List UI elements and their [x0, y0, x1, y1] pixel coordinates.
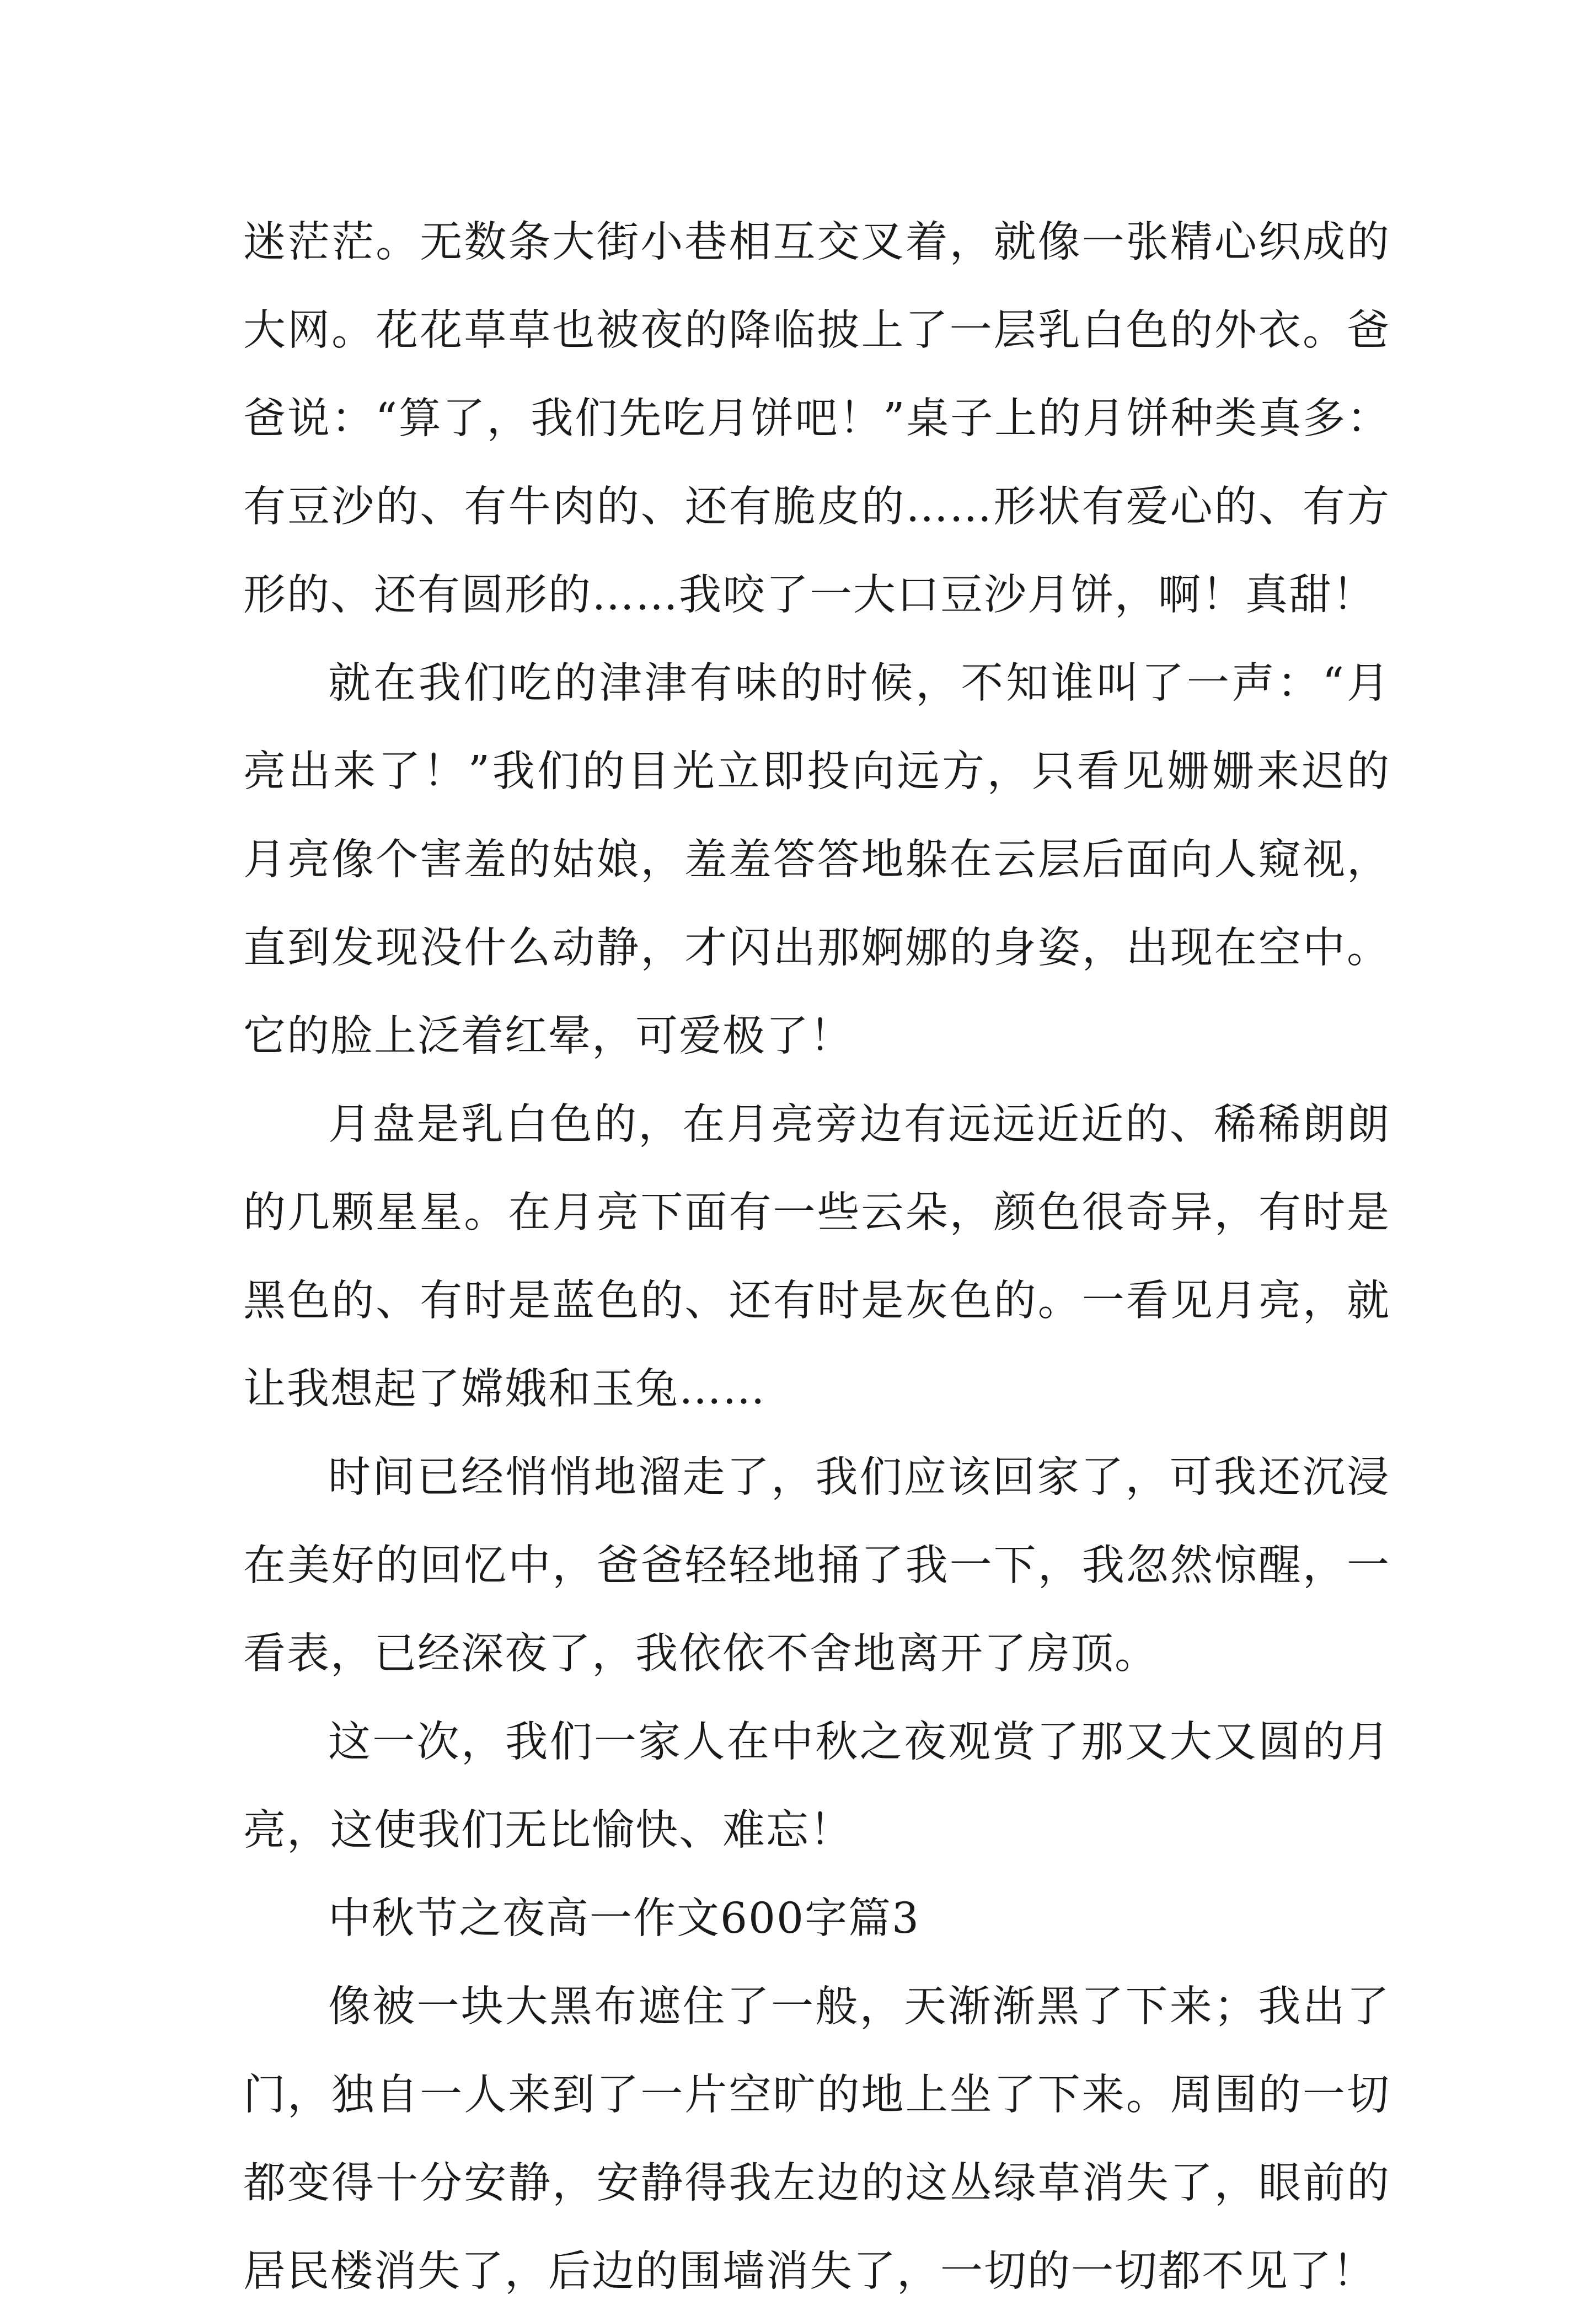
document-body — [243, 199, 1390, 2316]
paragraph: 这一次，我们一家人在中秋之夜观赏了那又大又圆的月亮，这使我们无比愉快、难忘！ — [243, 1718, 1390, 1855]
paragraph: 月盘是乳白色的，在月亮旁边有远远近近的、稀稀朗朗的几颗星星。在月亮下面有一些云朵，颜色很奇异，有时是黑色的、有时是蓝色的、还有时是灰色的。一看见月亮，就让我想起了嫦娥和玉兔…… — [243, 1100, 1390, 1414]
paragraph-continuation: 迷茫茫。无数条大街小巷相互交叉着，就像一张精心织成的大网。花花草草也被夜的降临披上了一层乳白色的外衣。爸爸说：“算了，我们先吃月饼吧！”桌子上的月饼种类真多：有豆沙的、有牛肉的、还有脆皮的……形状有爱心的、有方形的、还有圆形的……我咬了一大口豆沙月饼，啊！真甜！ — [243, 218, 1390, 620]
paragraph: 就在我们吃的津津有味的时候，不知谁叫了一声：“月亮出来了！”我们的目光立即投向远方，只看见姗姗来迟的月亮像个害羞的姑娘，羞羞答答地躲在云层后面向人窥视，直到发现没什么动静，才闪出那婀娜的身姿，出现在空中。它的脸上泛着红晕，可爱极了！ — [243, 659, 1390, 1061]
paragraph: 像被一块大黑布遮住了一般，天渐渐黑了下来；我出了门，独自一人来到了一片空旷的地上坐了下来。周围的一切都变得十分安静，安静得我左边的这丛绿草消失了，眼前的居民楼消失了，后边的围墙消失了，一切的一切都不见了！ — [243, 1982, 1390, 2296]
section-heading: 中秋节之夜高一作文600字篇3 — [328, 1894, 920, 1943]
paragraph: 时间已经悄悄地溜走了，我们应该回家了，可我还沉浸在美好的回忆中，爸爸轻轻地捅了我一下，我忽然惊醒，一看表，已经深夜了，我依依不舍地离开了房顶。 — [243, 1453, 1390, 1679]
